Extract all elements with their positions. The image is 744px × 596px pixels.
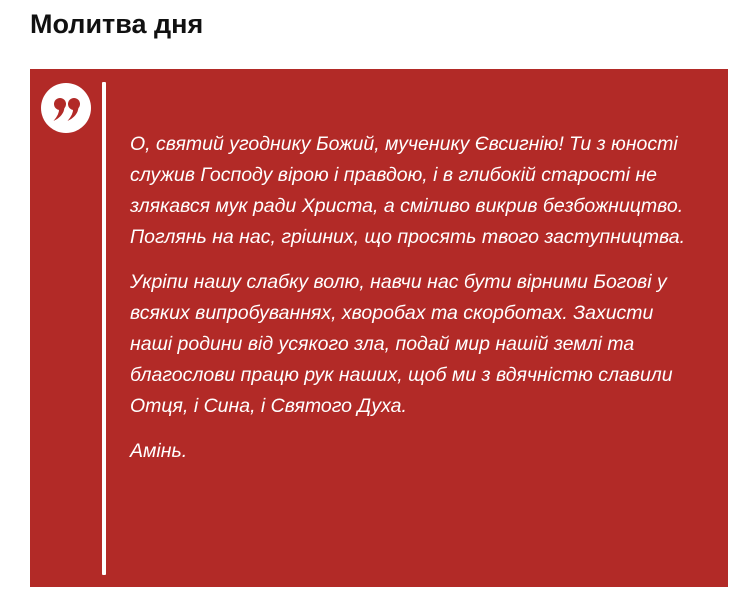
closing-quote-icon — [41, 83, 91, 133]
prayer-paragraph: Укріпи нашу слабку волю, навчи нас бути вірними Богові у всяких випробуваннях, хворобах та скорботах. Захисти наші родини від усякого зла, подай мир нашій землі та благослови працю рук наших, щоб ми з вдячністю славили Отця, і Сина, і Святого Духа. — [130, 271, 673, 417]
prayer-card — [30, 69, 728, 587]
prayer-paragraph: О, святий угоднику Божий, мученику Євсигнію! Ти з юності служив Господу вірою і правдою, і в глибокій старості не злякався мук ради Христа, а сміливо викрив безбожництво. Поглянь на нас, грішних, що просять твого заступництва. — [130, 133, 686, 248]
quote-divider-line — [102, 82, 106, 575]
prayer-text — [130, 129, 690, 481]
prayer-amen: Амінь. — [130, 440, 188, 462]
page-title: Молитва дня — [30, 9, 204, 39]
